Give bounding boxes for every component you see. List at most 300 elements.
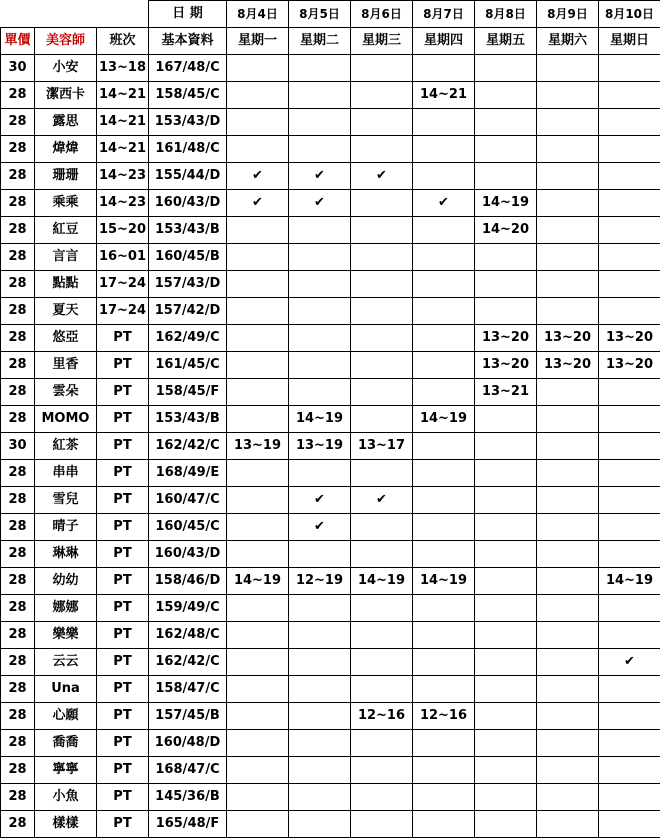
row-day-slot[interactable] (351, 352, 413, 379)
row-day-slot[interactable] (537, 298, 599, 325)
row-basic-info: 160/45/C (149, 514, 227, 541)
row-shift: PT (97, 784, 149, 811)
schedule-check-icon[interactable]: ✔ (289, 514, 351, 541)
row-day-slot[interactable] (599, 379, 660, 406)
row-day-slot[interactable] (413, 433, 475, 460)
row-day-slot[interactable] (351, 811, 413, 838)
row-day-slot[interactable] (227, 352, 289, 379)
row-day-slot[interactable] (475, 676, 537, 703)
row-basic-info: 162/42/C (149, 649, 227, 676)
row-day-slot[interactable]: 14~19 (351, 568, 413, 595)
day-header-6: 8月10日 (599, 1, 660, 28)
row-day-slot[interactable] (413, 136, 475, 163)
row-day-slot[interactable] (599, 487, 660, 514)
row-day-slot[interactable] (227, 82, 289, 109)
row-shift: 17~24 (97, 298, 149, 325)
row-basic-info: 162/49/C (149, 325, 227, 352)
row-day-slot[interactable] (289, 784, 351, 811)
row-day-slot[interactable] (475, 406, 537, 433)
row-day-slot[interactable] (289, 622, 351, 649)
day-header-4: 8月8日 (475, 1, 537, 28)
row-day-slot[interactable] (289, 757, 351, 784)
row-day-slot[interactable] (227, 811, 289, 838)
row-day-slot[interactable] (537, 541, 599, 568)
row-shift: PT (97, 487, 149, 514)
row-day-slot[interactable] (537, 271, 599, 298)
row-shift: 14~21 (97, 109, 149, 136)
row-day-slot[interactable]: 13~20 (475, 352, 537, 379)
row-day-slot[interactable] (351, 649, 413, 676)
table-row (1, 406, 660, 433)
row-day-slot[interactable]: 14~19 (475, 190, 537, 217)
row-price: 28 (1, 730, 35, 757)
row-day-slot[interactable] (227, 460, 289, 487)
weekday-header-6: 星期日 (599, 28, 660, 55)
row-day-slot[interactable] (413, 595, 475, 622)
row-day-slot[interactable] (227, 784, 289, 811)
day-header-0: 8月4日 (227, 1, 289, 28)
row-day-slot[interactable] (537, 784, 599, 811)
row-basic-info: 162/42/C (149, 433, 227, 460)
row-day-slot[interactable] (351, 514, 413, 541)
row-day-slot[interactable] (413, 784, 475, 811)
row-day-slot[interactable] (475, 730, 537, 757)
row-day-slot[interactable] (537, 55, 599, 82)
row-day-slot[interactable] (351, 55, 413, 82)
row-day-slot[interactable] (413, 730, 475, 757)
row-day-slot[interactable] (475, 244, 537, 271)
row-beautician-name: 珊珊 (35, 163, 97, 190)
row-day-slot[interactable] (289, 298, 351, 325)
row-day-slot[interactable]: 13~20 (537, 352, 599, 379)
row-day-slot[interactable]: 13~19 (289, 433, 351, 460)
row-day-slot[interactable] (475, 136, 537, 163)
row-day-slot[interactable] (537, 136, 599, 163)
table-row (1, 433, 660, 460)
row-day-slot[interactable] (475, 757, 537, 784)
row-day-slot[interactable] (599, 82, 660, 109)
row-day-slot[interactable] (599, 271, 660, 298)
row-shift: PT (97, 568, 149, 595)
row-day-slot[interactable] (413, 460, 475, 487)
row-day-slot[interactable] (599, 136, 660, 163)
table-row (1, 325, 660, 352)
row-day-slot[interactable] (537, 406, 599, 433)
row-day-slot[interactable] (351, 109, 413, 136)
row-day-slot[interactable] (599, 109, 660, 136)
row-day-slot[interactable]: 14~19 (599, 568, 660, 595)
row-day-slot[interactable] (475, 55, 537, 82)
row-day-slot[interactable] (537, 730, 599, 757)
row-day-slot[interactable] (475, 109, 537, 136)
row-day-slot[interactable] (289, 352, 351, 379)
row-day-slot[interactable] (413, 757, 475, 784)
row-day-slot[interactable] (537, 82, 599, 109)
corner-blank-1 (1, 1, 35, 28)
row-day-slot[interactable] (227, 757, 289, 784)
row-basic-info: 160/48/D (149, 730, 227, 757)
table-row (1, 136, 660, 163)
table-row (1, 676, 660, 703)
row-day-slot[interactable] (599, 541, 660, 568)
row-day-slot[interactable] (599, 217, 660, 244)
row-shift: PT (97, 811, 149, 838)
day-header-5: 8月9日 (537, 1, 599, 28)
row-beautician-name: 心願 (35, 703, 97, 730)
row-basic-info: 158/46/D (149, 568, 227, 595)
row-day-slot[interactable] (351, 406, 413, 433)
weekday-header-2: 星期三 (351, 28, 413, 55)
row-day-slot[interactable] (227, 325, 289, 352)
row-basic-info: 162/48/C (149, 622, 227, 649)
row-day-slot[interactable]: 14~19 (413, 568, 475, 595)
row-day-slot[interactable] (537, 568, 599, 595)
row-day-slot[interactable] (475, 703, 537, 730)
row-day-slot[interactable] (351, 190, 413, 217)
row-day-slot[interactable]: 13~20 (475, 325, 537, 352)
row-shift: PT (97, 622, 149, 649)
row-day-slot[interactable] (413, 271, 475, 298)
row-shift: PT (97, 514, 149, 541)
day-header-2: 8月6日 (351, 1, 413, 28)
row-day-slot[interactable]: 12~19 (289, 568, 351, 595)
row-day-slot[interactable]: 14~19 (289, 406, 351, 433)
row-day-slot[interactable]: 14~20 (475, 217, 537, 244)
row-day-slot[interactable] (351, 622, 413, 649)
row-day-slot[interactable] (413, 541, 475, 568)
row-beautician-name: 煒煒 (35, 136, 97, 163)
table-row (1, 649, 660, 676)
table-row (1, 514, 660, 541)
row-day-slot[interactable] (599, 433, 660, 460)
row-day-slot[interactable] (537, 514, 599, 541)
row-day-slot[interactable] (227, 55, 289, 82)
row-day-slot[interactable] (289, 82, 351, 109)
schedule-check-icon[interactable]: ✔ (351, 163, 413, 190)
row-shift: 15~20 (97, 217, 149, 244)
row-shift: 17~24 (97, 271, 149, 298)
row-day-slot[interactable] (227, 487, 289, 514)
row-day-slot[interactable]: 13~17 (351, 433, 413, 460)
row-day-slot[interactable] (351, 730, 413, 757)
row-day-slot[interactable] (227, 649, 289, 676)
row-price: 28 (1, 757, 35, 784)
row-basic-info: 157/45/B (149, 703, 227, 730)
row-day-slot[interactable] (599, 757, 660, 784)
row-day-slot[interactable]: 12~16 (413, 703, 475, 730)
row-day-slot[interactable] (289, 217, 351, 244)
row-day-slot[interactable] (599, 298, 660, 325)
row-beautician-name: 雲朵 (35, 379, 97, 406)
schedule-check-icon[interactable]: ✔ (413, 190, 475, 217)
row-day-slot[interactable] (227, 541, 289, 568)
row-day-slot[interactable] (537, 649, 599, 676)
row-basic-info: 153/43/B (149, 406, 227, 433)
row-day-slot[interactable] (475, 82, 537, 109)
row-day-slot[interactable] (227, 622, 289, 649)
row-day-slot[interactable] (289, 649, 351, 676)
row-price: 30 (1, 55, 35, 82)
row-day-slot[interactable] (537, 487, 599, 514)
row-day-slot[interactable] (599, 703, 660, 730)
row-price: 28 (1, 325, 35, 352)
row-shift: 13~18 (97, 55, 149, 82)
schedule-check-icon[interactable]: ✔ (289, 487, 351, 514)
row-day-slot[interactable] (413, 487, 475, 514)
row-day-slot[interactable] (599, 730, 660, 757)
row-price: 28 (1, 595, 35, 622)
row-day-slot[interactable]: 13~19 (227, 433, 289, 460)
row-day-slot[interactable] (351, 595, 413, 622)
row-day-slot[interactable] (351, 271, 413, 298)
table-row (1, 271, 660, 298)
schedule-check-icon[interactable]: ✔ (351, 487, 413, 514)
row-day-slot[interactable] (537, 676, 599, 703)
row-price: 28 (1, 622, 35, 649)
row-day-slot[interactable]: 12~16 (351, 703, 413, 730)
row-day-slot[interactable] (599, 163, 660, 190)
row-day-slot[interactable] (289, 136, 351, 163)
row-day-slot[interactable] (413, 109, 475, 136)
row-day-slot[interactable] (413, 379, 475, 406)
row-day-slot[interactable] (413, 649, 475, 676)
row-shift: PT (97, 406, 149, 433)
row-day-slot[interactable] (227, 730, 289, 757)
row-day-slot[interactable] (475, 541, 537, 568)
row-beautician-name: 晴子 (35, 514, 97, 541)
row-price: 28 (1, 271, 35, 298)
row-beautician-name: 樣樣 (35, 811, 97, 838)
header-row-dates (1, 1, 660, 28)
row-day-slot[interactable] (413, 811, 475, 838)
row-day-slot[interactable] (227, 217, 289, 244)
row-day-slot[interactable] (351, 460, 413, 487)
row-day-slot[interactable] (599, 676, 660, 703)
row-day-slot[interactable] (289, 730, 351, 757)
row-day-slot[interactable] (537, 109, 599, 136)
row-day-slot[interactable] (413, 217, 475, 244)
row-price: 28 (1, 136, 35, 163)
row-beautician-name: 寧寧 (35, 757, 97, 784)
schedule-check-icon[interactable]: ✔ (599, 649, 660, 676)
row-day-slot[interactable] (537, 433, 599, 460)
row-day-slot[interactable]: 13~21 (475, 379, 537, 406)
row-day-slot[interactable] (289, 244, 351, 271)
table-row (1, 757, 660, 784)
row-day-slot[interactable] (413, 325, 475, 352)
schedule-check-icon[interactable]: ✔ (289, 190, 351, 217)
row-basic-info: 168/49/E (149, 460, 227, 487)
table-row (1, 190, 660, 217)
row-day-slot[interactable] (351, 541, 413, 568)
row-price: 28 (1, 163, 35, 190)
row-beautician-name: 悠亞 (35, 325, 97, 352)
row-day-slot[interactable] (351, 784, 413, 811)
weekday-header-4: 星期五 (475, 28, 537, 55)
row-day-slot[interactable] (599, 190, 660, 217)
row-day-slot[interactable] (227, 136, 289, 163)
row-beautician-name: 小魚 (35, 784, 97, 811)
row-beautician-name: 喬喬 (35, 730, 97, 757)
row-day-slot[interactable] (599, 244, 660, 271)
row-day-slot[interactable] (475, 514, 537, 541)
row-day-slot[interactable] (351, 136, 413, 163)
row-shift: 14~23 (97, 163, 149, 190)
row-day-slot[interactable]: 13~20 (599, 325, 660, 352)
row-day-slot[interactable] (351, 757, 413, 784)
row-day-slot[interactable] (227, 109, 289, 136)
row-shift: PT (97, 433, 149, 460)
row-day-slot[interactable] (537, 595, 599, 622)
row-day-slot[interactable]: 14~21 (413, 82, 475, 109)
corner-blank-2 (35, 1, 97, 28)
table-row (1, 730, 660, 757)
row-day-slot[interactable] (537, 622, 599, 649)
header-row-weekdays (1, 28, 660, 55)
row-day-slot[interactable] (289, 109, 351, 136)
row-day-slot[interactable] (537, 163, 599, 190)
row-beautician-name: 樂樂 (35, 622, 97, 649)
row-day-slot[interactable] (227, 514, 289, 541)
row-day-slot[interactable] (537, 460, 599, 487)
row-day-slot[interactable] (413, 163, 475, 190)
row-day-slot[interactable]: 13~20 (537, 325, 599, 352)
row-day-slot[interactable] (227, 703, 289, 730)
row-basic-info: 145/36/B (149, 784, 227, 811)
row-shift: 14~21 (97, 136, 149, 163)
row-day-slot[interactable]: 13~20 (599, 352, 660, 379)
row-day-slot[interactable] (351, 676, 413, 703)
row-day-slot[interactable] (599, 514, 660, 541)
row-day-slot[interactable] (413, 514, 475, 541)
table-row (1, 217, 660, 244)
row-day-slot[interactable] (475, 487, 537, 514)
row-day-slot[interactable] (227, 595, 289, 622)
row-day-slot[interactable] (413, 352, 475, 379)
row-day-slot[interactable] (537, 244, 599, 271)
row-day-slot[interactable] (351, 244, 413, 271)
row-day-slot[interactable] (351, 217, 413, 244)
row-basic-info: 157/43/D (149, 271, 227, 298)
row-shift: PT (97, 460, 149, 487)
row-day-slot[interactable] (289, 379, 351, 406)
row-day-slot[interactable] (227, 676, 289, 703)
row-day-slot[interactable] (475, 811, 537, 838)
row-beautician-name: 紅豆 (35, 217, 97, 244)
row-price: 28 (1, 568, 35, 595)
row-day-slot[interactable] (289, 271, 351, 298)
row-shift: PT (97, 703, 149, 730)
row-beautician-name: 夏天 (35, 298, 97, 325)
row-day-slot[interactable] (599, 622, 660, 649)
row-day-slot[interactable] (537, 190, 599, 217)
row-day-slot[interactable] (413, 244, 475, 271)
row-beautician-name: 串串 (35, 460, 97, 487)
row-day-slot[interactable] (227, 379, 289, 406)
row-day-slot[interactable] (475, 163, 537, 190)
row-day-slot[interactable] (351, 298, 413, 325)
row-day-slot[interactable] (413, 55, 475, 82)
row-shift: PT (97, 325, 149, 352)
row-day-slot[interactable] (599, 55, 660, 82)
table-row (1, 622, 660, 649)
row-day-slot[interactable] (227, 298, 289, 325)
table-row (1, 352, 660, 379)
schedule-check-icon[interactable]: ✔ (227, 163, 289, 190)
schedule-check-icon[interactable]: ✔ (227, 190, 289, 217)
row-day-slot[interactable] (413, 676, 475, 703)
row-day-slot[interactable] (599, 811, 660, 838)
row-day-slot[interactable] (475, 595, 537, 622)
row-day-slot[interactable] (537, 217, 599, 244)
row-day-slot[interactable] (475, 298, 537, 325)
row-day-slot[interactable] (351, 82, 413, 109)
row-beautician-name: 雪兒 (35, 487, 97, 514)
row-shift: PT (97, 649, 149, 676)
row-day-slot[interactable]: 14~19 (227, 568, 289, 595)
row-day-slot[interactable] (351, 325, 413, 352)
row-price: 28 (1, 109, 35, 136)
row-day-slot[interactable] (537, 703, 599, 730)
row-day-slot[interactable] (599, 460, 660, 487)
row-day-slot[interactable] (289, 325, 351, 352)
row-shift: PT (97, 379, 149, 406)
row-day-slot[interactable] (475, 784, 537, 811)
table-row (1, 541, 660, 568)
table-row (1, 460, 660, 487)
row-day-slot[interactable] (475, 433, 537, 460)
row-day-slot[interactable] (475, 271, 537, 298)
row-beautician-name: MOMO (35, 406, 97, 433)
row-day-slot[interactable] (289, 703, 351, 730)
row-day-slot[interactable] (599, 784, 660, 811)
row-day-slot[interactable] (475, 568, 537, 595)
row-day-slot[interactable] (537, 757, 599, 784)
row-day-slot[interactable]: 14~19 (413, 406, 475, 433)
shift-header-label: 班次 (97, 28, 149, 55)
row-day-slot[interactable] (599, 595, 660, 622)
row-price: 28 (1, 460, 35, 487)
row-price: 30 (1, 433, 35, 460)
row-day-slot[interactable] (227, 271, 289, 298)
row-day-slot[interactable] (475, 649, 537, 676)
row-day-slot[interactable] (289, 676, 351, 703)
row-day-slot[interactable] (537, 379, 599, 406)
row-beautician-name: 幼幼 (35, 568, 97, 595)
schedule-check-icon[interactable]: ✔ (289, 163, 351, 190)
row-beautician-name: 娜娜 (35, 595, 97, 622)
row-day-slot[interactable] (289, 811, 351, 838)
row-day-slot[interactable] (289, 541, 351, 568)
row-day-slot[interactable] (289, 55, 351, 82)
row-price: 28 (1, 676, 35, 703)
row-day-slot[interactable] (537, 811, 599, 838)
row-day-slot[interactable] (289, 460, 351, 487)
row-day-slot[interactable] (227, 244, 289, 271)
day-header-3: 8月7日 (413, 1, 475, 28)
row-day-slot[interactable] (475, 622, 537, 649)
row-day-slot[interactable] (413, 622, 475, 649)
row-day-slot[interactable] (413, 298, 475, 325)
row-day-slot[interactable] (599, 406, 660, 433)
row-day-slot[interactable] (289, 595, 351, 622)
row-day-slot[interactable] (227, 406, 289, 433)
row-beautician-name: 露思 (35, 109, 97, 136)
row-day-slot[interactable] (351, 379, 413, 406)
row-shift: 14~21 (97, 82, 149, 109)
row-day-slot[interactable] (475, 460, 537, 487)
row-beautician-name: 潔西卡 (35, 82, 97, 109)
